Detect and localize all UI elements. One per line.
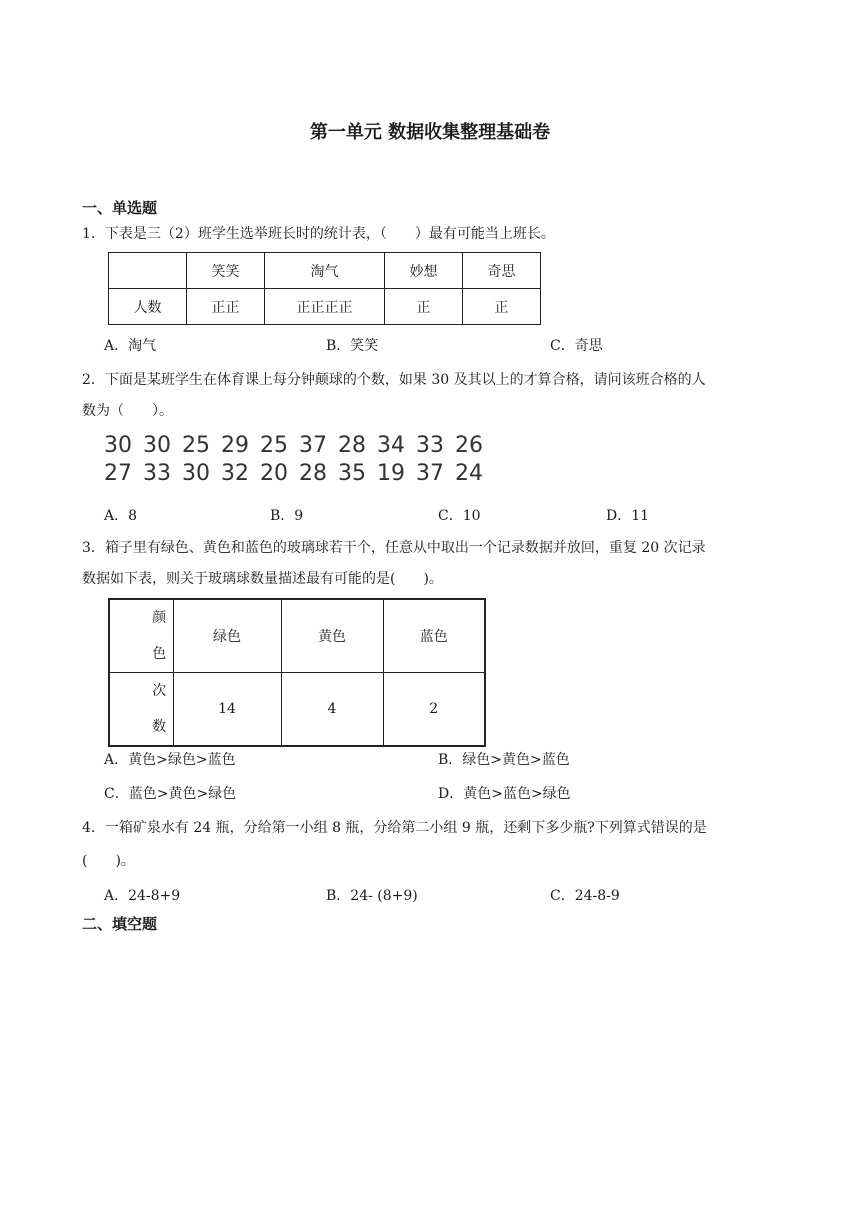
- row-label-color: [116, 600, 166, 672]
- table-cell: 正: [385, 289, 463, 325]
- table-header-row: [109, 253, 541, 289]
- number: 19: [377, 461, 405, 486]
- page-title: 第一单元 数据收集整理基础卷: [309, 122, 551, 143]
- juggling-counts-image: [104, 432, 494, 488]
- table-cell: 14: [173, 673, 281, 747]
- option-c[interactable]: C．24-8-9: [550, 888, 620, 904]
- number: 20: [260, 461, 288, 486]
- option-c[interactable]: C．10: [438, 508, 481, 524]
- option-b[interactable]: B．24- (8+9): [326, 888, 418, 904]
- number: 37: [299, 433, 327, 458]
- number: 25: [182, 433, 210, 458]
- table-cell: [109, 673, 173, 747]
- number: 30: [104, 433, 132, 458]
- label-char: 色: [152, 646, 167, 662]
- number: 26: [455, 433, 483, 458]
- question-4-text-line1: 4．一箱矿泉水有 24 瓶，分给第一小组 8 瓶，分给第二小组 9 瓶，还剩下多少瓶?下列算式错误的是: [82, 820, 707, 836]
- number: 35: [338, 461, 366, 486]
- label-char: 数: [152, 719, 167, 735]
- table-cell: 蓝色: [383, 599, 485, 673]
- number: 27: [104, 461, 132, 486]
- table-cell: 正正: [187, 289, 265, 325]
- option-d[interactable]: D．黄色>蓝色>绿色: [438, 786, 571, 802]
- table-row: [109, 673, 485, 747]
- number: 30: [182, 461, 210, 486]
- question-1-table: [108, 252, 541, 325]
- number: 25: [260, 433, 288, 458]
- table-header-row: [109, 599, 485, 673]
- table-cell: 笑笑: [187, 253, 265, 289]
- option-a[interactable]: A．24-8+9: [104, 888, 181, 904]
- label-char: 颜: [152, 610, 167, 626]
- section-heading-fill-in: 二、填空题: [82, 915, 158, 933]
- number: 33: [416, 433, 444, 458]
- row-label-count: [116, 673, 166, 745]
- number: 30: [143, 433, 171, 458]
- number: 28: [299, 461, 327, 486]
- table-cell: 正正正正: [265, 289, 385, 325]
- question-3-text-line1: 3．箱子里有绿色、黄色和蓝色的玻璃球若干个，任意从中取出一个记录数据并放回，重复 20 次记录: [82, 540, 706, 556]
- number: 29: [221, 433, 249, 458]
- numbers-row-2: [104, 460, 494, 488]
- option-a[interactable]: A．黄色>绿色>蓝色: [104, 752, 236, 768]
- question-2-text-line2: 数为（ ）。: [82, 403, 173, 419]
- table-cell: 绿色: [173, 599, 281, 673]
- table-cell: 人数: [109, 289, 187, 325]
- label-char: 次: [152, 683, 167, 699]
- table-cell: 黄色: [281, 599, 383, 673]
- table-cell: 淘气: [265, 253, 385, 289]
- table-cell: 妙想: [385, 253, 463, 289]
- option-b[interactable]: B．笑笑: [326, 338, 379, 354]
- table-row: [109, 289, 541, 325]
- option-b[interactable]: B．绿色>黄色>蓝色: [438, 752, 570, 768]
- question-3-table: [108, 598, 486, 747]
- table-cell: 正: [463, 289, 541, 325]
- number: 33: [143, 461, 171, 486]
- question-1-text: 1．下表是三（2）班学生选举班长时的统计表，（ ）最有可能当上班长。: [82, 226, 555, 242]
- option-c[interactable]: C．蓝色>黄色>绿色: [104, 786, 237, 802]
- table-cell: 2: [383, 673, 485, 747]
- number: 37: [416, 461, 444, 486]
- question-4-text-line2: ( )。: [82, 853, 135, 869]
- number: 28: [338, 433, 366, 458]
- table-cell: 4: [281, 673, 383, 747]
- table-cell: [109, 253, 187, 289]
- option-c[interactable]: C．奇思: [550, 338, 603, 354]
- option-a[interactable]: A．8: [104, 508, 138, 524]
- section-heading-single-choice: 一、单选题: [82, 199, 158, 217]
- question-3-text-line2: 数据如下表，则关于玻璃球数量描述最有可能的是( )。: [82, 571, 443, 587]
- number: 24: [455, 461, 483, 486]
- option-a[interactable]: A．淘气: [104, 338, 157, 354]
- option-d[interactable]: D．11: [606, 508, 650, 524]
- number: 32: [221, 461, 249, 486]
- number: 34: [377, 433, 405, 458]
- table-cell: [109, 599, 173, 673]
- option-b[interactable]: B．9: [270, 508, 304, 524]
- question-2-text-line1: 2．下面是某班学生在体育课上每分钟颠球的个数，如果 30 及其以上的才算合格，请问该班合格的人: [82, 372, 706, 388]
- table-cell: 奇思: [463, 253, 541, 289]
- numbers-row-1: [104, 432, 494, 460]
